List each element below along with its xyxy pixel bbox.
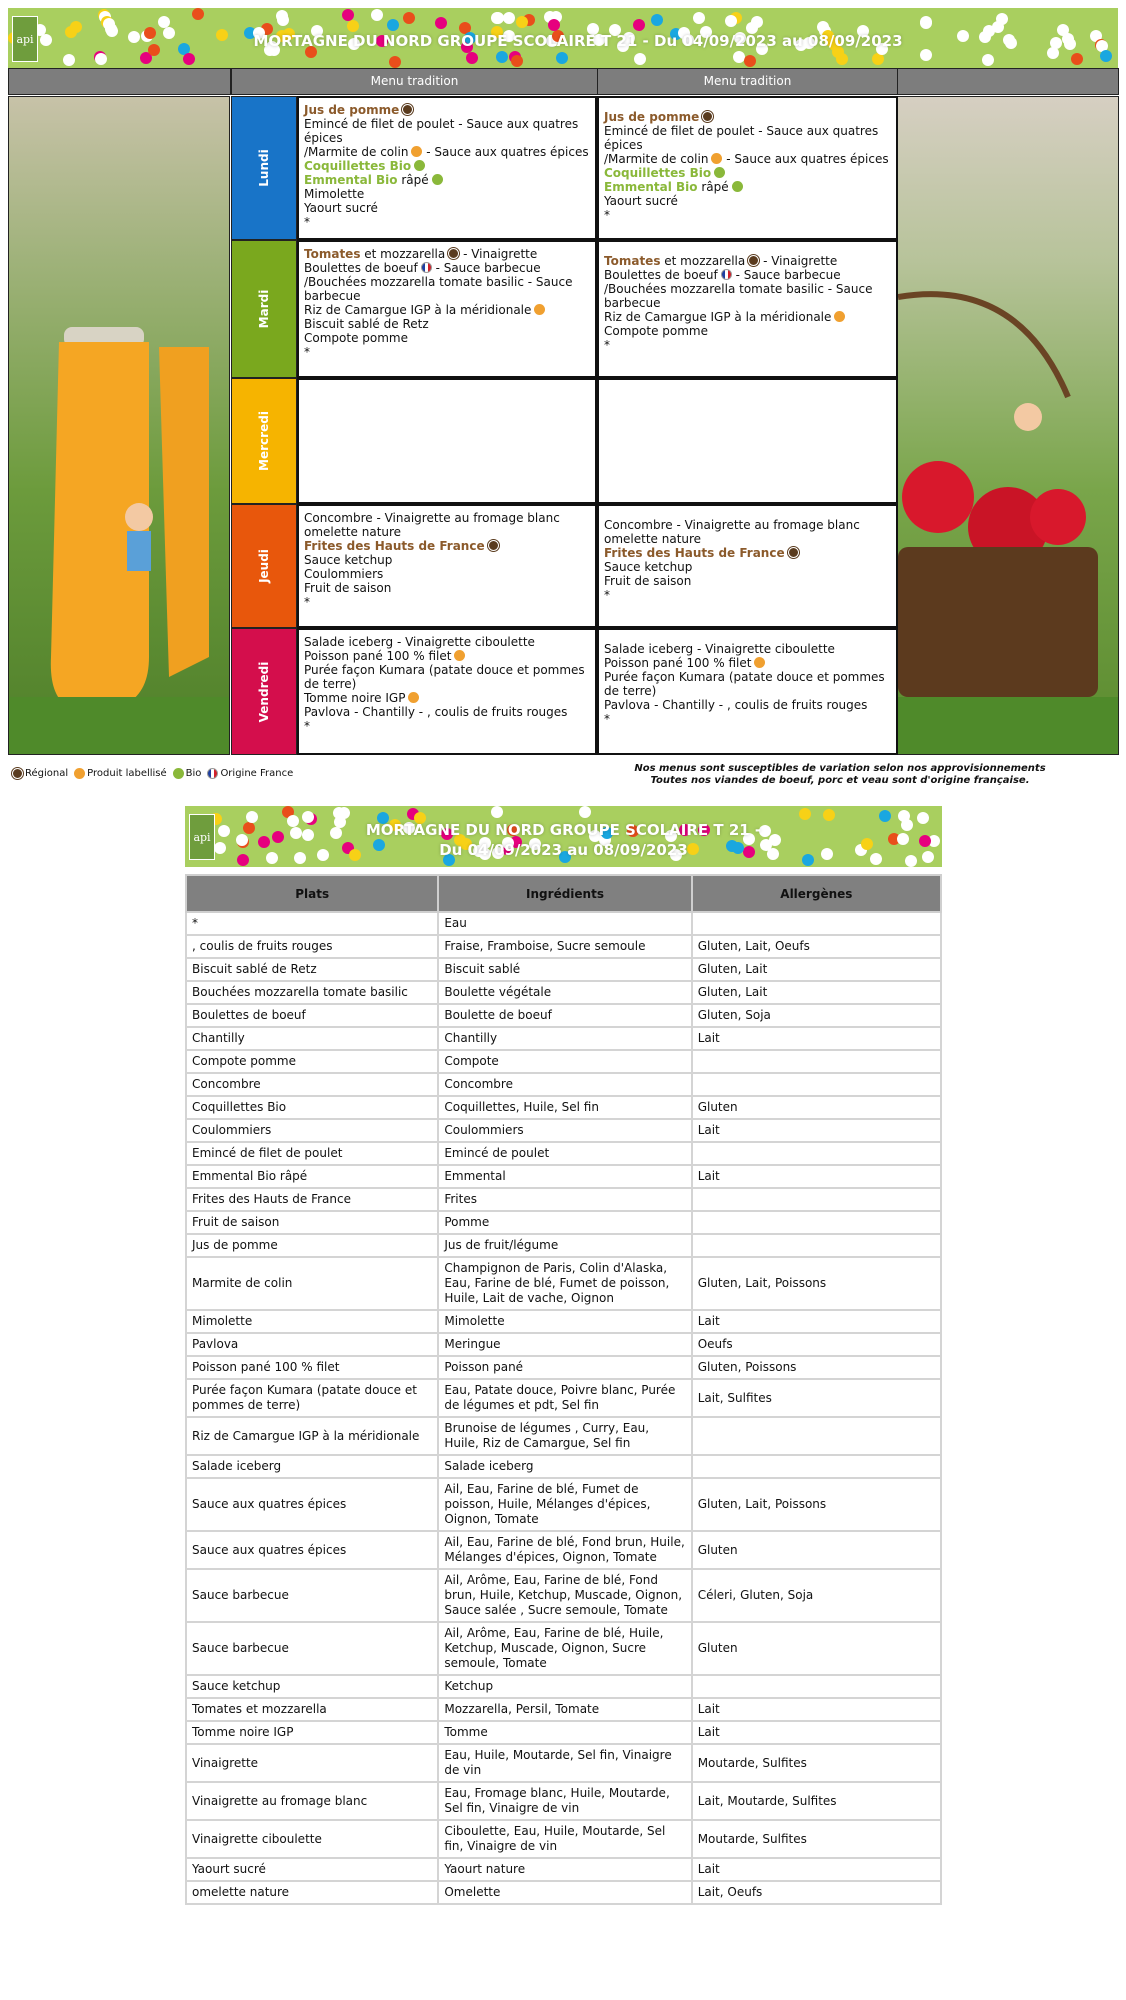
menu-line: * bbox=[304, 215, 310, 229]
allergen-table bbox=[185, 874, 942, 1905]
menu-line: * bbox=[304, 719, 310, 733]
bio-icon bbox=[173, 768, 184, 779]
cell-ingredients: Boulette de boeuf bbox=[438, 1004, 691, 1027]
cell-plat: , coulis de fruits rouges bbox=[186, 935, 438, 958]
table-row bbox=[186, 1858, 941, 1881]
polka-dot bbox=[920, 17, 932, 29]
cell-allergenes bbox=[692, 1073, 941, 1096]
cell-ingredients: Chantilly bbox=[438, 1027, 691, 1050]
cell-ingredients: Mozzarella, Persil, Tomate bbox=[438, 1698, 691, 1721]
cell-ingredients: Biscuit sablé bbox=[438, 958, 691, 981]
cell-plat: Pavlova bbox=[186, 1333, 438, 1356]
polka-dot bbox=[1071, 53, 1083, 65]
menu-line: Purée façon Kumara (patate douce et pommes de terre) bbox=[304, 663, 585, 691]
top-banner bbox=[8, 8, 1118, 69]
day-label-vendredi bbox=[231, 628, 297, 755]
polka-dot bbox=[371, 9, 383, 21]
day-label-mardi bbox=[231, 240, 297, 378]
column-header-ingredients: Ingrédients bbox=[438, 875, 691, 912]
cell-plat: Salade iceberg bbox=[186, 1455, 438, 1478]
cell-ingredients: Compote bbox=[438, 1050, 691, 1073]
cell-allergenes: Gluten, Lait, Poissons bbox=[692, 1478, 941, 1531]
table-row bbox=[186, 1721, 941, 1744]
cell-plat: Purée façon Kumara (patate douce et pommes de terre) bbox=[186, 1379, 438, 1417]
table-row bbox=[186, 981, 941, 1004]
cell-plat: Vinaigrette ciboulette bbox=[186, 1820, 438, 1858]
cell-plat: Poisson pané 100 % filet bbox=[186, 1356, 438, 1379]
cell-ingredients: Ail, Arôme, Eau, Farine de blé, Fond brun, Huile, Ketchup, Muscade, Oignon, Sauce salée , Sucre semoule, Tomate bbox=[438, 1569, 691, 1622]
cell-ingredients: Jus de fruit/légume bbox=[438, 1234, 691, 1257]
cell-allergenes: Lait bbox=[692, 1858, 941, 1881]
polka-dot bbox=[693, 12, 705, 24]
table-header-row bbox=[186, 875, 941, 912]
france-flag-icon bbox=[207, 768, 218, 779]
table-row bbox=[186, 1211, 941, 1234]
table-row bbox=[186, 1782, 941, 1820]
menu-line: /Marmite de colin - Sauce aux quatres épices bbox=[304, 145, 589, 159]
polka-dot bbox=[516, 16, 528, 28]
menu-line: Tomates et mozzarella - Vinaigrette bbox=[304, 247, 538, 261]
menu-cell-jeudi-2 bbox=[597, 504, 898, 628]
cell-ingredients: Ail, Arôme, Eau, Farine de blé, Huile, Ketchup, Muscade, Oignon, Sucre semoule, Tomate bbox=[438, 1622, 691, 1675]
menu-line: Riz de Camargue IGP à la méridionale bbox=[304, 303, 590, 317]
polka-dot bbox=[920, 49, 932, 61]
cell-plat: Sauce barbecue bbox=[186, 1569, 438, 1622]
menu-line: Jus de pomme bbox=[304, 103, 590, 117]
menu-line: Jus de pomme bbox=[604, 110, 891, 124]
cell-allergenes: Gluten bbox=[692, 1096, 941, 1119]
regional-icon bbox=[488, 540, 499, 551]
cell-allergenes bbox=[692, 1050, 941, 1073]
menu-cell-vendredi-2 bbox=[597, 628, 898, 755]
regional-icon bbox=[12, 768, 23, 779]
cell-allergenes: Gluten, Lait, Poissons bbox=[692, 1257, 941, 1310]
regional-icon bbox=[448, 248, 459, 259]
menu-line: Emmental Bio râpé bbox=[604, 180, 891, 194]
cell-allergenes: Lait, Sulfites bbox=[692, 1379, 941, 1417]
cell-ingredients: Coquillettes, Huile, Sel fin bbox=[438, 1096, 691, 1119]
allergen-banner bbox=[185, 806, 942, 867]
cell-allergenes: Oeufs bbox=[692, 1333, 941, 1356]
cell-allergenes: Moutarde, Sulfites bbox=[692, 1744, 941, 1782]
table-row bbox=[186, 1881, 941, 1904]
label-icon bbox=[711, 153, 722, 164]
cell-ingredients: Frites bbox=[438, 1188, 691, 1211]
day-name: Lundi bbox=[257, 149, 271, 187]
menu-cell-vendredi-1 bbox=[297, 628, 597, 755]
table-row bbox=[186, 1119, 941, 1142]
cell-allergenes: Lait bbox=[692, 1310, 941, 1333]
polka-dot bbox=[1100, 50, 1112, 62]
table-row bbox=[186, 1027, 941, 1050]
cell-plat: omelette nature bbox=[186, 1881, 438, 1904]
regional-icon bbox=[402, 104, 413, 115]
menu-line: omelette nature bbox=[304, 525, 402, 539]
table-row bbox=[186, 1417, 941, 1455]
cell-plat: Vinaigrette bbox=[186, 1744, 438, 1782]
cell-allergenes: Gluten bbox=[692, 1622, 941, 1675]
polka-dot bbox=[333, 807, 345, 819]
menu-line: * bbox=[304, 595, 310, 609]
menu-line: /Marmite de colin - Sauce aux quatres épices bbox=[604, 152, 889, 166]
column-header-allergenes: Allergènes bbox=[692, 875, 941, 912]
menu-line: Yaourt sucré bbox=[304, 201, 378, 215]
cell-plat: Marmite de colin bbox=[186, 1257, 438, 1310]
cell-allergenes: Gluten bbox=[692, 1531, 941, 1569]
apple-basket-photo bbox=[897, 96, 1119, 755]
label-icon bbox=[754, 657, 765, 668]
bio-icon bbox=[414, 160, 425, 171]
menu-line: Concombre - Vinaigrette au fromage blanc bbox=[604, 518, 860, 532]
label-icon bbox=[534, 304, 545, 315]
cell-plat: Bouchées mozzarella tomate basilic bbox=[186, 981, 438, 1004]
menu-line: Purée façon Kumara (patate douce et pommes de terre) bbox=[604, 670, 885, 698]
cell-ingredients: Boulette végétale bbox=[438, 981, 691, 1004]
table-row bbox=[186, 1698, 941, 1721]
cell-allergenes: Gluten, Soja bbox=[692, 1004, 941, 1027]
menu-line: Fruit de saison bbox=[604, 574, 692, 588]
menu-cell-jeudi-1 bbox=[297, 504, 597, 628]
menu-line: Coquillettes Bio bbox=[604, 166, 891, 180]
polka-dot bbox=[95, 53, 107, 65]
day-name: Mardi bbox=[257, 289, 271, 329]
menu-header-1: Menu tradition bbox=[231, 68, 598, 95]
cell-plat: Compote pomme bbox=[186, 1050, 438, 1073]
cell-plat: Chantilly bbox=[186, 1027, 438, 1050]
cell-ingredients: Concombre bbox=[438, 1073, 691, 1096]
cell-ingredients: Eau, Huile, Moutarde, Sel fin, Vinaigre de vin bbox=[438, 1744, 691, 1782]
menu-line: * bbox=[604, 588, 610, 602]
table-row bbox=[186, 1455, 941, 1478]
menu-line: Coulommiers bbox=[304, 567, 384, 581]
cell-allergenes: Gluten, Lait, Oeufs bbox=[692, 935, 941, 958]
day-name: Jeudi bbox=[257, 549, 271, 583]
day-label-mercredi bbox=[231, 378, 297, 504]
table-row bbox=[186, 958, 941, 981]
menu-line: Emincé de filet de poulet - Sauce aux quatres épices bbox=[304, 117, 579, 145]
header-spacer-left bbox=[8, 68, 231, 95]
label-icon bbox=[834, 311, 845, 322]
cell-ingredients: Ail, Eau, Farine de blé, Fumet de poisson, Huile, Mélanges d'épices, Oignon, Tomate bbox=[438, 1478, 691, 1531]
cell-ingredients: Eau, Fromage blanc, Huile, Moutarde, Sel fin, Vinaigre de vin bbox=[438, 1782, 691, 1820]
cell-plat: Sauce ketchup bbox=[186, 1675, 438, 1698]
api-logo: api bbox=[189, 814, 215, 860]
regional-icon bbox=[788, 547, 799, 558]
menu-cell-mercredi-1 bbox=[297, 378, 597, 504]
polka-dot bbox=[491, 806, 503, 818]
cell-plat: Concombre bbox=[186, 1073, 438, 1096]
page-title: MORTAGNE DU NORD GROUPE SCOLAIRE T 21 - Du 04/09/2023 au 08/09/2023 bbox=[253, 32, 903, 50]
table-row bbox=[186, 1569, 941, 1622]
cell-plat: * bbox=[186, 912, 438, 935]
menu-line: Coquillettes Bio bbox=[304, 159, 590, 173]
cell-ingredients: Eau bbox=[438, 912, 691, 935]
table-row bbox=[186, 1333, 941, 1356]
table-row bbox=[186, 1142, 941, 1165]
cell-ingredients: Tomme bbox=[438, 1721, 691, 1744]
column-header-plats: Plats bbox=[186, 875, 438, 912]
table-row bbox=[186, 1820, 941, 1858]
bio-icon bbox=[432, 174, 443, 185]
menu-cell-mardi-2 bbox=[597, 240, 898, 378]
api-logo: api bbox=[12, 16, 38, 62]
polka-dot bbox=[579, 806, 591, 818]
polka-dot bbox=[389, 56, 401, 68]
cell-allergenes bbox=[692, 1417, 941, 1455]
cell-ingredients: Pomme bbox=[438, 1211, 691, 1234]
polka-dot bbox=[403, 12, 415, 24]
table-row bbox=[186, 1188, 941, 1211]
cell-plat: Frites des Hauts de France bbox=[186, 1188, 438, 1211]
cell-allergenes: Gluten, Poissons bbox=[692, 1356, 941, 1379]
cell-plat: Mimolette bbox=[186, 1310, 438, 1333]
menu-line: Salade iceberg - Vinaigrette ciboulette bbox=[604, 642, 835, 656]
cell-plat: Coulommiers bbox=[186, 1119, 438, 1142]
note-meat-origin: Toutes nos viandes de boeuf, porc et veau sont d'origine française. bbox=[650, 775, 1030, 786]
cell-allergenes bbox=[692, 1455, 941, 1478]
polka-dot bbox=[277, 14, 289, 26]
polka-dot bbox=[435, 17, 447, 29]
label-icon bbox=[408, 692, 419, 703]
menu-line: Poisson pané 100 % filet bbox=[604, 656, 891, 670]
header-spacer-right bbox=[897, 68, 1119, 95]
polka-dot bbox=[63, 54, 75, 66]
polka-dot bbox=[466, 52, 478, 64]
polka-dot bbox=[634, 53, 646, 65]
legend bbox=[12, 768, 293, 779]
menu-line: Boulettes de boeuf - Sauce barbecue bbox=[304, 261, 541, 275]
cell-allergenes bbox=[692, 1211, 941, 1234]
label-icon bbox=[74, 768, 85, 779]
day-label-lundi bbox=[231, 96, 297, 240]
cell-plat: Riz de Camargue IGP à la méridionale bbox=[186, 1417, 438, 1455]
cell-ingredients: Omelette bbox=[438, 1881, 691, 1904]
menu-line: omelette nature bbox=[604, 532, 702, 546]
day-name: Mercredi bbox=[257, 411, 271, 471]
table-row bbox=[186, 1004, 941, 1027]
menu-line: Fruit de saison bbox=[304, 581, 392, 595]
menu-line: Compote pomme bbox=[304, 331, 408, 345]
menu-cell-mercredi-2 bbox=[597, 378, 898, 504]
table-row bbox=[186, 1675, 941, 1698]
polka-dot bbox=[836, 53, 848, 65]
cell-allergenes: Lait bbox=[692, 1698, 941, 1721]
bio-icon bbox=[732, 181, 743, 192]
note-variation: Nos menus sont susceptibles de variation selon nos approvisionnements bbox=[634, 763, 1046, 774]
cell-ingredients: Salade iceberg bbox=[438, 1455, 691, 1478]
menu-line: * bbox=[604, 338, 610, 352]
menu-line: * bbox=[604, 208, 610, 222]
cell-ingredients: Emincé de poulet bbox=[438, 1142, 691, 1165]
menu-cell-lundi-2 bbox=[597, 96, 898, 240]
cell-allergenes: Lait bbox=[692, 1119, 941, 1142]
apple-basket-illustration bbox=[898, 97, 1119, 755]
cell-allergenes: Céleri, Gluten, Soja bbox=[692, 1569, 941, 1622]
menu-line: /Bouchées mozzarella tomate basilic - Sauce barbecue bbox=[304, 275, 573, 303]
cell-plat: Yaourt sucré bbox=[186, 1858, 438, 1881]
cell-plat: Sauce barbecue bbox=[186, 1622, 438, 1675]
menu-line: Mimolette bbox=[304, 187, 365, 201]
cell-allergenes bbox=[692, 1675, 941, 1698]
polka-dot bbox=[548, 19, 560, 31]
menu-cell-mardi-1 bbox=[297, 240, 597, 378]
cell-plat: Jus de pomme bbox=[186, 1234, 438, 1257]
menu-line: * bbox=[604, 712, 610, 726]
cell-allergenes: Lait bbox=[692, 1721, 941, 1744]
cell-plat: Emincé de filet de poulet bbox=[186, 1142, 438, 1165]
boots-illustration bbox=[9, 97, 230, 755]
cell-ingredients: Mimolette bbox=[438, 1310, 691, 1333]
cell-allergenes bbox=[692, 912, 941, 935]
bio-icon bbox=[714, 167, 725, 178]
polka-dot bbox=[744, 55, 756, 67]
polka-dot bbox=[633, 19, 645, 31]
menu-line: Emmental Bio râpé bbox=[304, 173, 590, 187]
cell-allergenes: Lait bbox=[692, 1165, 941, 1188]
cell-ingredients: Ciboulette, Eau, Huile, Moutarde, Sel fin, Vinaigre de vin bbox=[438, 1820, 691, 1858]
france-flag-icon bbox=[721, 269, 732, 280]
table-row bbox=[186, 1096, 941, 1119]
cell-ingredients: Emmental bbox=[438, 1165, 691, 1188]
legend-label: Produit labellisé bbox=[87, 768, 167, 779]
menu-line: Frites des Hauts de France bbox=[304, 539, 590, 553]
polka-dot bbox=[751, 16, 763, 28]
menu-line: Tomates et mozzarella - Vinaigrette bbox=[604, 254, 838, 268]
polka-dot bbox=[799, 808, 811, 820]
menu-line: Biscuit sablé de Retz bbox=[304, 317, 429, 331]
menu-header-2: Menu tradition bbox=[597, 68, 898, 95]
menu-line: Pavlova - Chantilly - , coulis de fruits rouges bbox=[604, 698, 868, 712]
label-icon bbox=[454, 650, 465, 661]
menu-line: Salade iceberg - Vinaigrette ciboulette bbox=[304, 635, 535, 649]
table-row bbox=[186, 1050, 941, 1073]
legend-france: Origine France bbox=[220, 768, 294, 779]
table-row bbox=[186, 1165, 941, 1188]
cell-ingredients: Ail, Eau, Farine de blé, Fond brun, Huile, Mélanges d'épices, Oignon, Tomate bbox=[438, 1531, 691, 1569]
table-row bbox=[186, 1073, 941, 1096]
cell-plat: Fruit de saison bbox=[186, 1211, 438, 1234]
regional-icon bbox=[702, 111, 713, 122]
regional-icon bbox=[748, 255, 759, 266]
cell-plat: Emmental Bio râpé bbox=[186, 1165, 438, 1188]
cell-allergenes bbox=[692, 1142, 941, 1165]
cell-ingredients: Brunoise de légumes , Curry, Eau, Huile, Riz de Camargue, Sel fin bbox=[438, 1417, 691, 1455]
cell-allergenes: Gluten, Lait bbox=[692, 958, 941, 981]
table-row bbox=[186, 1234, 941, 1257]
cell-ingredients: Yaourt nature bbox=[438, 1858, 691, 1881]
polka-dot bbox=[183, 53, 195, 65]
legend-regional: Régional bbox=[25, 768, 69, 779]
cell-ingredients: Poisson pané bbox=[438, 1356, 691, 1379]
menu-line: Poisson pané 100 % filet bbox=[304, 649, 590, 663]
menu-line: Boulettes de boeuf - Sauce barbecue bbox=[604, 268, 841, 282]
polka-dot bbox=[725, 15, 737, 27]
cell-plat: Sauce aux quatres épices bbox=[186, 1531, 438, 1569]
cell-plat: Tomme noire IGP bbox=[186, 1721, 438, 1744]
table-row bbox=[186, 1531, 941, 1569]
day-label-jeudi bbox=[231, 504, 297, 628]
day-name: Vendredi bbox=[257, 661, 271, 722]
cell-ingredients: Eau, Patate douce, Poivre blanc, Purée de légumes et pdt, Sel fin bbox=[438, 1379, 691, 1417]
france-flag-icon bbox=[421, 262, 432, 273]
menu-cell-lundi-1 bbox=[297, 96, 597, 240]
table-body bbox=[186, 912, 941, 1904]
menu-line: Riz de Camargue IGP à la méridionale bbox=[604, 310, 891, 324]
polka-dot bbox=[496, 51, 508, 63]
menu-line: Concombre - Vinaigrette au fromage blanc bbox=[304, 511, 560, 525]
menu-line: * bbox=[304, 345, 310, 359]
table-row bbox=[186, 1622, 941, 1675]
table-row bbox=[186, 1478, 941, 1531]
cell-plat: Tomates et mozzarella bbox=[186, 1698, 438, 1721]
cell-plat: Vinaigrette au fromage blanc bbox=[186, 1782, 438, 1820]
cell-allergenes: Lait bbox=[692, 1027, 941, 1050]
table-row bbox=[186, 912, 941, 935]
polka-dot bbox=[996, 13, 1008, 25]
cell-ingredients: Champignon de Paris, Colin d'Alaska, Eau, Farine de blé, Fumet de poisson, Huile, Lait de vache, Oignon bbox=[438, 1257, 691, 1310]
menu-line: Frites des Hauts de France bbox=[604, 546, 891, 560]
menu-line: Sauce ketchup bbox=[604, 560, 693, 574]
label-icon bbox=[411, 146, 422, 157]
polka-dot bbox=[503, 12, 515, 24]
table-row bbox=[186, 1379, 941, 1417]
polka-dot bbox=[387, 19, 399, 31]
cell-allergenes: Lait, Oeufs bbox=[692, 1881, 941, 1904]
cell-allergenes bbox=[692, 1188, 941, 1211]
cell-plat: Coquillettes Bio bbox=[186, 1096, 438, 1119]
legend-bio: Bio bbox=[185, 768, 202, 779]
polka-dot bbox=[491, 12, 503, 24]
cell-plat: Boulettes de boeuf bbox=[186, 1004, 438, 1027]
menu-line: Sauce ketchup bbox=[304, 553, 393, 567]
menu-line: Tomme noire IGP bbox=[304, 691, 590, 705]
allergen-title: MORTAGNE DU NORD GROUPE SCOLAIRE T 21 - Du 04/09/2023 au 08/09/2023 bbox=[365, 821, 762, 859]
cell-allergenes: Moutarde, Sulfites bbox=[692, 1820, 941, 1858]
polka-dot bbox=[192, 8, 204, 20]
cell-plat: Biscuit sablé de Retz bbox=[186, 958, 438, 981]
menu-line: Yaourt sucré bbox=[604, 194, 678, 208]
polka-dot bbox=[511, 55, 523, 67]
menu-line: Compote pomme bbox=[604, 324, 708, 338]
cell-ingredients: Coulommiers bbox=[438, 1119, 691, 1142]
polka-dot bbox=[982, 54, 994, 66]
menu-line: Pavlova - Chantilly - , coulis de fruits rouges bbox=[304, 705, 568, 719]
table-row bbox=[186, 935, 941, 958]
cell-ingredients: Ketchup bbox=[438, 1675, 691, 1698]
polka-dot bbox=[347, 20, 359, 32]
table-row bbox=[186, 1356, 941, 1379]
table-row bbox=[186, 1257, 941, 1310]
polka-dot bbox=[556, 52, 568, 64]
cell-allergenes bbox=[692, 1234, 941, 1257]
cell-plat: Sauce aux quatres épices bbox=[186, 1478, 438, 1531]
cell-ingredients: Fraise, Framboise, Sucre semoule bbox=[438, 935, 691, 958]
table-row bbox=[186, 1310, 941, 1333]
cell-ingredients: Meringue bbox=[438, 1333, 691, 1356]
boots-photo bbox=[8, 96, 230, 755]
cell-allergenes: Lait, Moutarde, Sulfites bbox=[692, 1782, 941, 1820]
table-row bbox=[186, 1744, 941, 1782]
cell-allergenes: Gluten, Lait bbox=[692, 981, 941, 1004]
menu-line: /Bouchées mozzarella tomate basilic - Sauce barbecue bbox=[604, 282, 873, 310]
menu-line: Emincé de filet de poulet - Sauce aux quatres épices bbox=[604, 124, 879, 152]
polka-dot bbox=[651, 14, 663, 26]
